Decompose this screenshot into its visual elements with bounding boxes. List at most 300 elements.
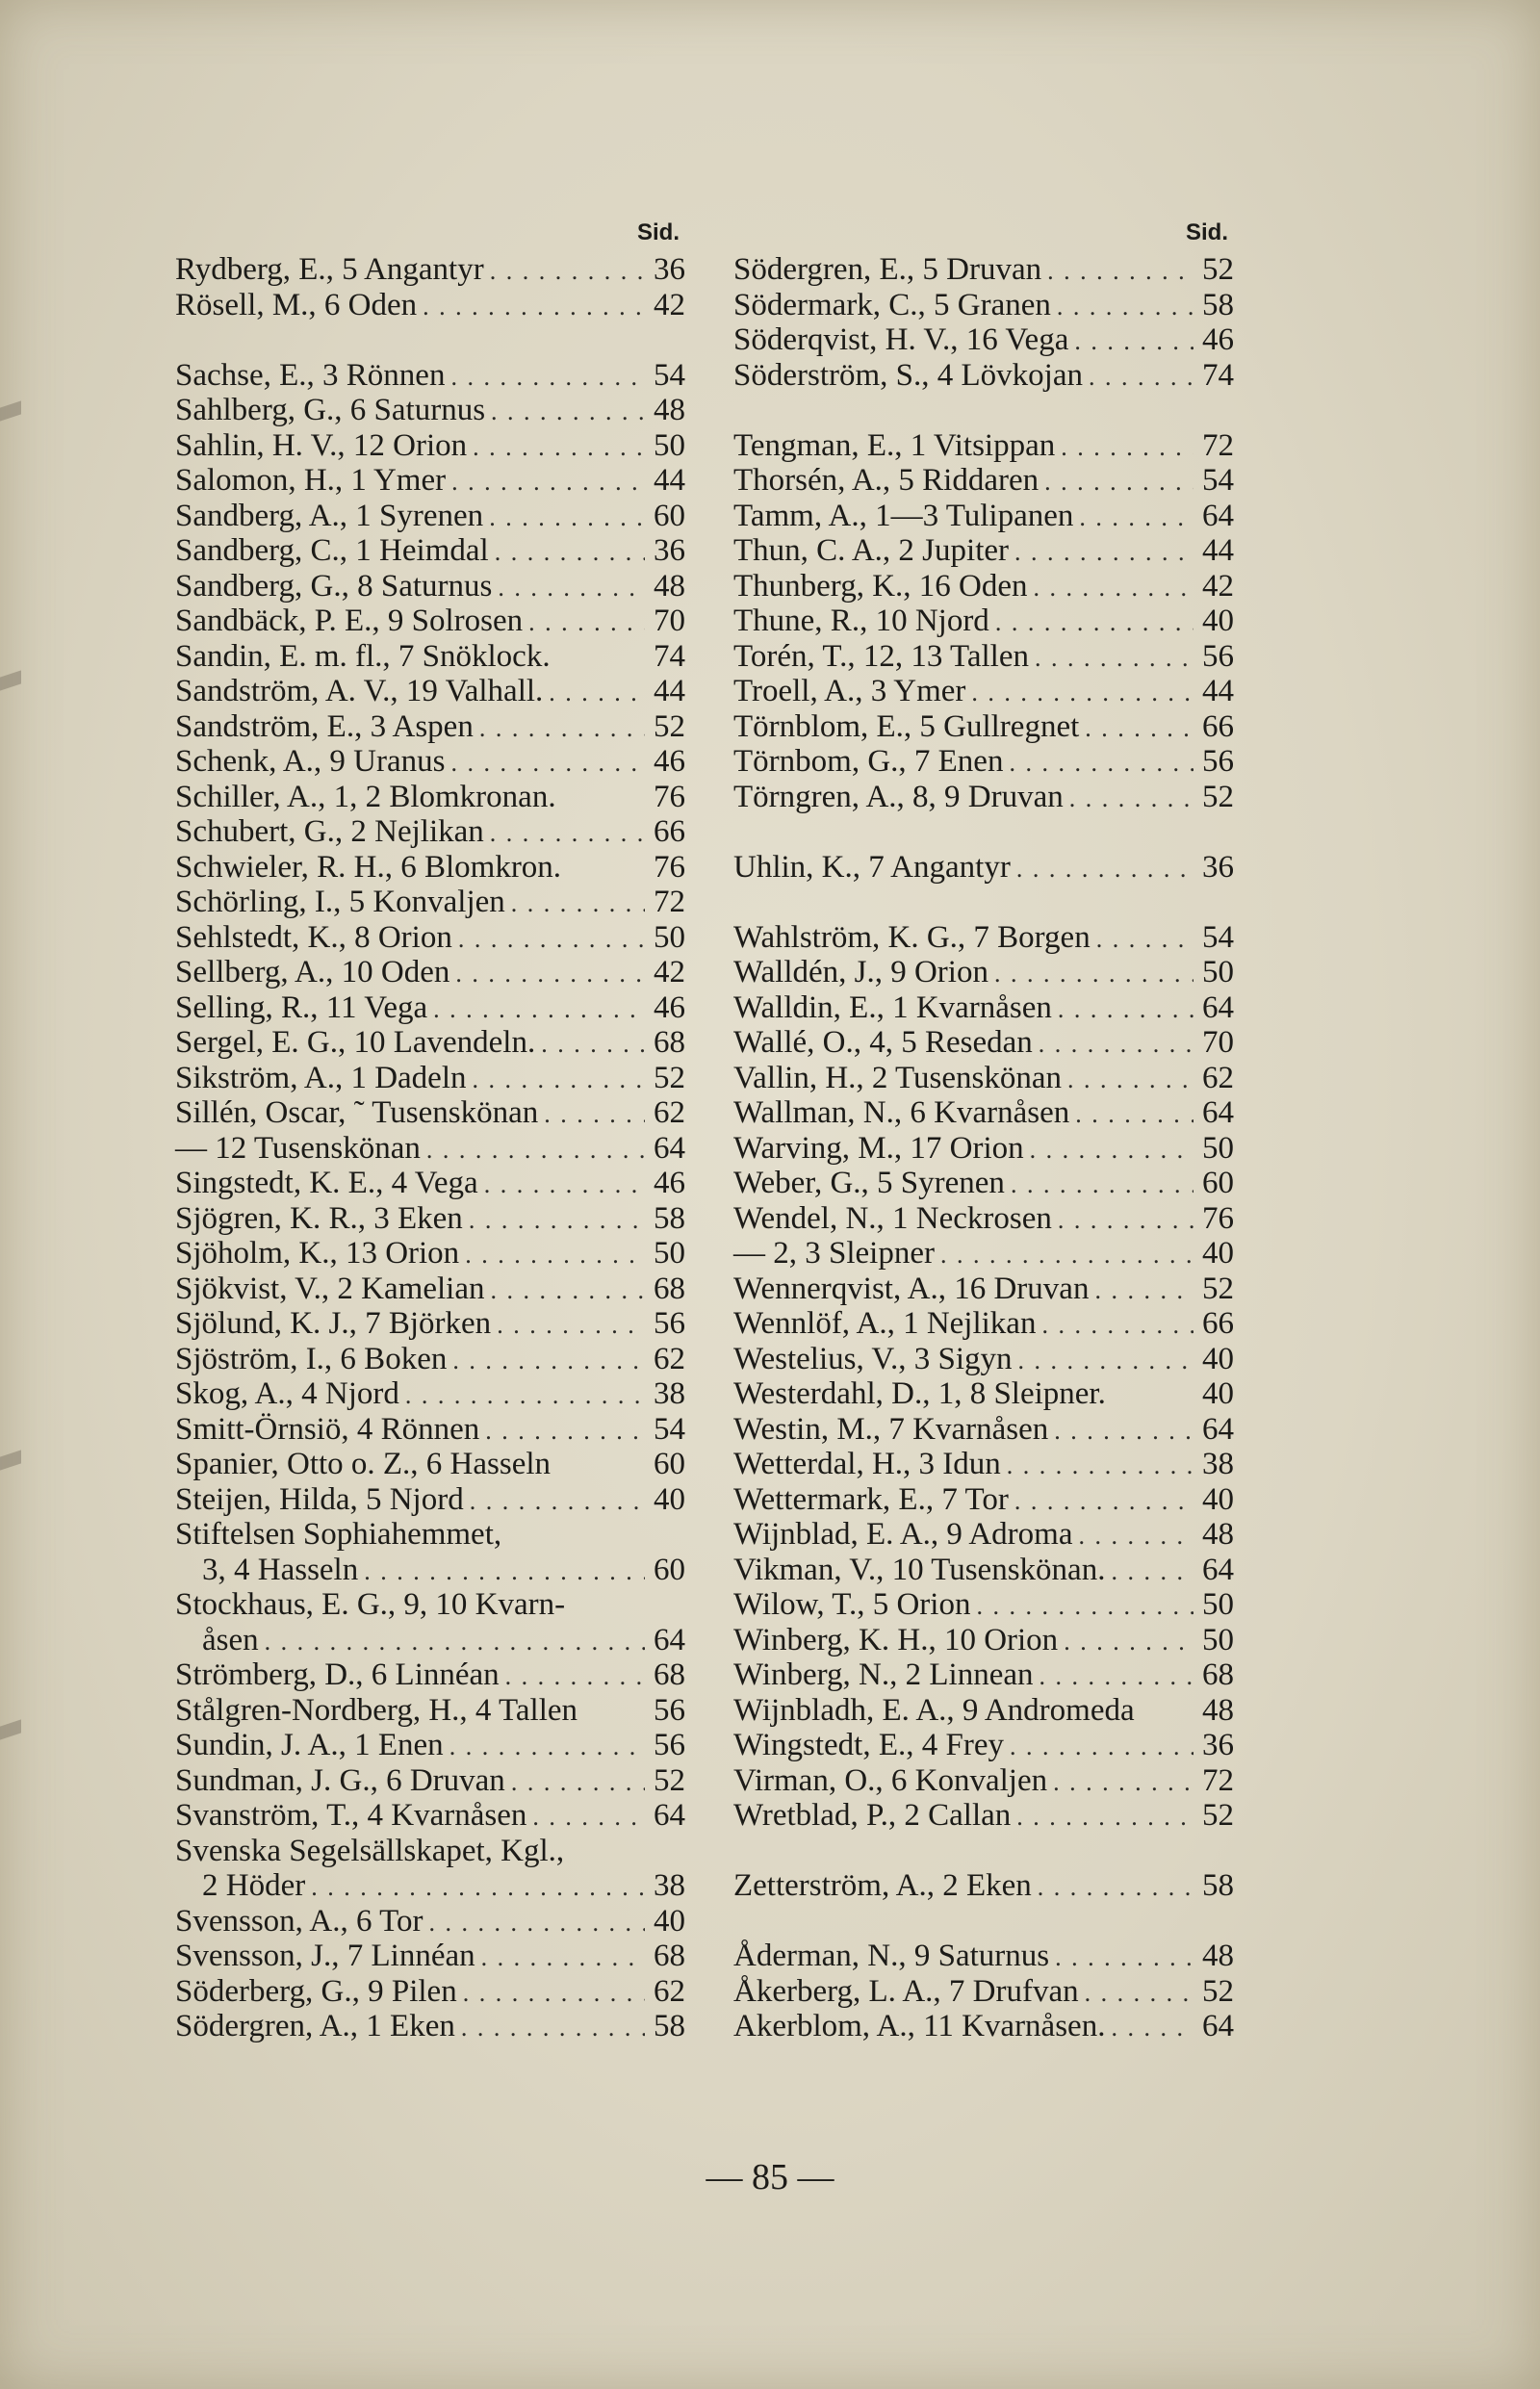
index-entry <box>175 604 685 639</box>
entry-name: Åkerberg, L. A., 7 Drufvan <box>733 1973 1079 2009</box>
leader-dots <box>1038 1870 1194 1906</box>
entry-name: Stockhaus, E. G., 9, 10 Kvarn- <box>175 1587 566 1622</box>
leader-dots <box>450 746 645 782</box>
index-entry <box>175 252 685 288</box>
entry-page: 48 <box>1202 1692 1234 1728</box>
entry-page: 60 <box>654 498 685 533</box>
entry-page: 70 <box>654 604 685 638</box>
leader-dots <box>1018 1344 1194 1379</box>
entry-page: 38 <box>654 1868 685 1903</box>
entry-page: 58 <box>1202 287 1234 322</box>
leader-dots <box>449 1730 645 1765</box>
entry-page: 64 <box>1202 498 1234 533</box>
index-entry <box>175 1095 685 1131</box>
index-entry <box>733 1131 1234 1167</box>
entry-page: 40 <box>654 1481 685 1517</box>
index-spacer <box>733 393 1234 428</box>
index-spacer <box>733 1834 1234 1869</box>
entry-page: 64 <box>654 1130 685 1166</box>
leader-dots <box>1096 922 1194 958</box>
entry-name: — 2, 3 Sleipner <box>733 1236 935 1271</box>
entry-page: 60 <box>654 1447 685 1481</box>
entry-page: 56 <box>654 1692 685 1728</box>
index-entry <box>733 1728 1234 1763</box>
index-entry <box>175 569 685 604</box>
entry-name: Akerblom, A., 11 Kvarnåsen. <box>733 2009 1106 2043</box>
entry-page: 46 <box>654 1166 685 1200</box>
entry-name: Sahlberg, G., 6 Saturnus <box>175 393 486 427</box>
leader-dots <box>423 290 645 325</box>
entry-name: Sjöholm, K., 13 Orion <box>175 1236 460 1271</box>
index-entry <box>733 1447 1234 1482</box>
leader-dots <box>498 571 645 606</box>
entry-page: 76 <box>654 849 685 885</box>
index-entry <box>175 1131 685 1167</box>
leader-dots <box>544 1097 645 1133</box>
page-edge-damage <box>0 1450 21 1470</box>
entry-page: 40 <box>1202 1341 1234 1376</box>
index-spacer <box>733 885 1234 920</box>
leader-dots <box>465 1238 645 1273</box>
entry-name: Stålgren-Nordberg, H., 4 Tallen <box>175 1692 578 1728</box>
leader-dots <box>1034 571 1194 606</box>
index-entry <box>733 1306 1234 1342</box>
leader-dots <box>1094 1273 1194 1309</box>
index-entry <box>175 1939 685 1974</box>
index-entries-left <box>175 252 685 2044</box>
leader-dots <box>311 1870 645 1906</box>
entry-page: 68 <box>654 1939 685 1973</box>
index-entry <box>175 1447 685 1482</box>
leader-dots <box>1079 501 1194 536</box>
leader-dots <box>485 1414 645 1450</box>
index-entry <box>733 1272 1234 1307</box>
index-entry <box>733 1798 1234 1834</box>
entry-page: 68 <box>1202 1657 1234 1692</box>
index-entry <box>175 850 685 886</box>
entry-name: Södergren, A., 1 Eken <box>175 2009 455 2043</box>
entry-page: 38 <box>1202 1447 1234 1481</box>
entry-name: Spanier, Otto o. Z., 6 Hasseln <box>175 1447 552 1481</box>
leader-dots <box>1011 1168 1194 1203</box>
index-entry <box>733 1236 1234 1272</box>
leader-dots <box>265 1625 645 1660</box>
entry-page: 54 <box>654 357 685 393</box>
leader-dots <box>428 1906 645 1941</box>
entry-name: Åderman, N., 9 Saturnus <box>733 1939 1050 1973</box>
index-entry <box>175 1728 685 1763</box>
entry-name: Söderqvist, H. V., 16 Vega <box>733 322 1069 357</box>
index-column-left <box>175 214 685 2044</box>
entry-page: 52 <box>1202 1798 1234 1833</box>
leader-dots <box>1061 430 1194 466</box>
leader-dots <box>549 676 645 711</box>
index-entry <box>733 1939 1234 1974</box>
leader-dots <box>1075 1097 1194 1133</box>
entry-page: 68 <box>654 1657 685 1692</box>
index-entry <box>733 1587 1234 1623</box>
entry-page: 36 <box>654 252 685 287</box>
entry-name: Thorsén, A., 5 Riddaren <box>733 463 1040 498</box>
entry-name: Rösell, M., 6 Oden <box>175 287 418 322</box>
entry-page: 54 <box>1202 463 1234 498</box>
index-entry <box>733 322 1234 358</box>
entry-name: Svensson, A., 6 Tor <box>175 1903 424 1939</box>
entry-page: 62 <box>1202 1060 1234 1095</box>
leader-dots <box>1044 465 1194 501</box>
entry-name: Sjögren, K. R., 3 Eken <box>175 1200 463 1236</box>
index-entry <box>733 639 1234 675</box>
leader-dots <box>491 395 645 430</box>
index-entry <box>175 709 685 745</box>
leader-dots <box>1069 782 1194 817</box>
entry-name: Söderberg, G., 9 Pilen <box>175 1973 457 2009</box>
index-entry <box>733 1061 1234 1096</box>
entry-name: Sundin, J. A., 1 Enen <box>175 1728 444 1762</box>
entry-page: 46 <box>654 744 685 779</box>
index-entry <box>175 885 685 920</box>
entry-page: 40 <box>1202 1481 1234 1517</box>
entry-name: Wretblad, P., 2 Callan <box>733 1798 1012 1833</box>
entry-name: Wallman, N., 6 Kvarnåsen <box>733 1095 1070 1130</box>
entry-page: 40 <box>1202 1236 1234 1271</box>
entry-page: 42 <box>1202 568 1234 604</box>
column-header-sid: Sid. <box>636 219 680 245</box>
leader-dots <box>1030 1133 1194 1169</box>
entry-name: Sergel, E. G., 10 Lavendeln. <box>175 1025 536 1060</box>
entry-name: Sehlstedt, K., 8 Orion <box>175 919 452 955</box>
entry-name: Skog, A., 4 Njord <box>175 1376 399 1411</box>
index-entry <box>733 569 1234 604</box>
index-entry <box>733 463 1234 499</box>
entry-name: Sjökvist, V., 2 Kamelian <box>175 1271 485 1306</box>
entry-name: Westerdahl, D., 1, 8 Sleipner. <box>733 1376 1106 1411</box>
entry-page: 64 <box>1202 1552 1234 1587</box>
index-entry <box>175 1061 685 1096</box>
entry-page: 50 <box>654 1236 685 1271</box>
leader-dots <box>451 465 645 501</box>
index-entry <box>175 744 685 780</box>
entry-name: åsen <box>202 1622 259 1657</box>
leader-dots <box>1057 290 1194 325</box>
leader-dots <box>497 1308 645 1344</box>
index-entry <box>733 1657 1234 1693</box>
entry-name: Vikman, V., 10 Tusenskönan. <box>733 1552 1106 1587</box>
entry-page: 72 <box>654 885 685 919</box>
entry-name: Wilow, T., 5 Orion <box>733 1587 971 1622</box>
index-entry <box>733 1376 1234 1412</box>
index-entry <box>175 1763 685 1799</box>
leader-dots <box>976 1589 1194 1625</box>
entry-page: 50 <box>1202 1587 1234 1622</box>
leader-dots <box>1055 1940 1194 1976</box>
leader-dots <box>1111 2011 1194 2046</box>
entry-name: Söderström, S., 4 Lövkojan <box>733 357 1083 393</box>
index-entry <box>733 780 1234 815</box>
entry-page: 48 <box>654 568 685 604</box>
leader-dots <box>490 1273 645 1309</box>
leader-dots <box>1085 711 1194 747</box>
entry-name: Sjöström, I., 6 Boken <box>175 1341 448 1376</box>
index-entry <box>175 1025 685 1061</box>
entry-page: 50 <box>1202 955 1234 989</box>
entry-page: 62 <box>654 1341 685 1376</box>
entry-page: 50 <box>654 427 685 463</box>
entry-name: Wijnbladh, E. A., 9 Andromeda <box>733 1692 1135 1728</box>
entry-name: Strömberg, D., 6 Linnéan <box>175 1657 500 1692</box>
entry-name: Sandström, E., 3 Aspen <box>175 708 474 744</box>
leader-dots <box>1058 1203 1194 1239</box>
index-entry <box>175 1553 685 1588</box>
entry-name: Wettermark, E., 7 Tor <box>733 1481 1009 1517</box>
index-column-right <box>733 214 1234 2044</box>
index-entry <box>733 1693 1234 1729</box>
entry-name: Wingstedt, E., 4 Frey <box>733 1728 1004 1762</box>
entry-name: Sikström, A., 1 Dadeln <box>175 1060 467 1095</box>
index-entry <box>733 1095 1234 1131</box>
index-entry <box>175 2009 685 2044</box>
index-entry <box>175 1236 685 1272</box>
entry-page: 68 <box>654 1025 685 1060</box>
entry-page: 52 <box>1202 1271 1234 1306</box>
leader-dots <box>1039 1027 1194 1063</box>
entry-page: 66 <box>654 814 685 849</box>
entry-name: Sandbäck, P. E., 9 Solrosen <box>175 604 524 638</box>
index-entry <box>175 1974 685 2010</box>
leader-dots <box>490 816 645 852</box>
entry-name: Walldén, J., 9 Orion <box>733 955 988 989</box>
entry-page: 60 <box>1202 1166 1234 1200</box>
entry-page: 56 <box>654 1728 685 1762</box>
index-entry <box>175 920 685 956</box>
entry-name: Wennerqvist, A., 16 Druvan <box>733 1271 1090 1306</box>
entry-page: 62 <box>654 1095 685 1130</box>
entry-name: Wijnblad, E. A., 9 Adroma <box>733 1517 1073 1552</box>
index-entry <box>175 1272 685 1307</box>
entry-name: Sundman, J. G., 6 Druvan <box>175 1762 505 1798</box>
leader-dots <box>1009 746 1194 782</box>
leader-dots <box>1058 992 1194 1028</box>
index-entry <box>733 920 1234 956</box>
leader-dots <box>479 711 645 747</box>
entry-page: 58 <box>1202 1868 1234 1903</box>
entry-name: Wendel, N., 1 Neckrosen <box>733 1200 1052 1236</box>
leader-dots <box>1014 535 1194 571</box>
index-entry <box>733 1517 1234 1553</box>
entry-page: 74 <box>654 638 685 674</box>
index-entry <box>733 252 1234 288</box>
leader-dots <box>1035 641 1194 677</box>
leader-dots <box>469 1203 645 1239</box>
entry-page: 36 <box>654 533 685 568</box>
entry-name: Sandberg, A., 1 Syrenen <box>175 498 484 533</box>
leader-dots <box>528 605 645 641</box>
entry-page: 46 <box>1202 322 1234 357</box>
entry-name: Sandin, E. m. fl., 7 Snöklock. <box>175 638 551 674</box>
entry-page: 64 <box>1202 1095 1234 1130</box>
index-entry <box>175 1166 685 1201</box>
entry-page: 42 <box>654 287 685 322</box>
entry-name: Wennlöf, A., 1 Nejlikan <box>733 1306 1037 1341</box>
entry-page: 68 <box>654 1271 685 1306</box>
index-entry <box>733 604 1234 639</box>
leader-dots <box>1010 1730 1194 1765</box>
index-entry <box>175 1306 685 1342</box>
entry-name: Stiftelsen Sophiahemmet, <box>175 1517 502 1552</box>
entry-name: Torén, T., 12, 13 Tallen <box>733 638 1029 674</box>
index-entry <box>733 1342 1234 1377</box>
index-entry <box>733 1201 1234 1237</box>
entry-name: Virman, O., 6 Konvaljen <box>733 1762 1048 1798</box>
index-entry <box>733 955 1234 990</box>
entry-name: Wahlström, K. G., 7 Borgen <box>733 919 1091 955</box>
page-edge-damage <box>0 400 21 421</box>
leader-dots <box>452 1344 645 1379</box>
entry-name: Wallé, O., 4, 5 Resedan <box>733 1025 1033 1060</box>
entry-page: 52 <box>1202 252 1234 287</box>
entry-page: 52 <box>1202 1973 1234 2009</box>
entry-page: 66 <box>1202 1306 1234 1341</box>
leader-dots <box>1047 254 1194 290</box>
entry-name: 3, 4 Hasseln <box>202 1552 359 1587</box>
entry-page: 52 <box>654 1762 685 1798</box>
entry-name: Rydberg, E., 5 Angantyr <box>175 252 484 287</box>
index-entry <box>733 358 1234 394</box>
index-entry <box>733 428 1234 464</box>
leader-dots <box>489 501 645 536</box>
entry-page: 58 <box>654 1200 685 1236</box>
leader-dots <box>1016 1800 1194 1836</box>
index-entry <box>733 1868 1234 1904</box>
entry-page: 50 <box>1202 1130 1234 1166</box>
entry-page: 74 <box>1202 357 1234 393</box>
index-entry <box>733 1763 1234 1799</box>
entry-name: Schiller, A., 1, 2 Blomkronan. <box>175 779 556 814</box>
index-entry <box>175 463 685 499</box>
leader-dots <box>405 1378 645 1414</box>
entry-name: Weber, G., 5 Syrenen <box>733 1166 1005 1200</box>
leader-dots <box>473 1063 646 1098</box>
index-entry <box>175 1657 685 1693</box>
index-entry <box>175 955 685 990</box>
entry-page: 64 <box>1202 1411 1234 1447</box>
entry-name: Schörling, I., 5 Konvaljen <box>175 885 505 919</box>
entry-page: 54 <box>1202 919 1234 955</box>
entry-name: Uhlin, K., 7 Angantyr <box>733 849 1011 885</box>
entry-page: 64 <box>1202 989 1234 1025</box>
entry-name: Smitt-Örnsiö, 4 Rönnen <box>175 1411 480 1447</box>
entry-page: 52 <box>654 708 685 744</box>
entry-name: Schenk, A., 9 Uranus <box>175 744 446 779</box>
entry-page: 72 <box>1202 1762 1234 1798</box>
leader-dots <box>426 1133 645 1169</box>
leader-dots <box>1040 1659 1194 1695</box>
index-entry <box>733 674 1234 709</box>
entry-page: 56 <box>1202 638 1234 674</box>
index-entry <box>175 674 685 709</box>
leader-dots <box>505 1659 645 1695</box>
entry-page: 44 <box>1202 533 1234 568</box>
entry-name: Singstedt, K. E., 4 Vega <box>175 1166 478 1200</box>
leader-dots <box>511 1765 645 1801</box>
leader-dots <box>1067 1063 1194 1098</box>
entry-name: Sillén, Oscar, ˜ Tusenskönan <box>175 1095 539 1130</box>
entry-page: 46 <box>654 989 685 1025</box>
entry-name: Tamm, A., 1—3 Tulipanen <box>733 498 1074 533</box>
column-header-sid: Sid. <box>1185 219 1228 245</box>
leader-dots <box>1053 1765 1194 1801</box>
index-spacer <box>733 1904 1234 1939</box>
index-entry <box>175 1342 685 1377</box>
index-entry <box>733 709 1234 745</box>
index-entry <box>733 850 1234 886</box>
entry-page: 38 <box>654 1376 685 1411</box>
entry-name: Tengman, E., 1 Vitsippan <box>733 427 1056 463</box>
entry-page: 50 <box>654 919 685 955</box>
entry-name: Sellberg, A., 10 Oden <box>175 955 450 989</box>
leader-dots <box>495 535 645 571</box>
leader-dots <box>481 1940 645 1976</box>
index-entry <box>733 499 1234 534</box>
index-entry <box>175 1904 685 1939</box>
index-entry <box>733 1166 1234 1201</box>
entry-name: Thun, C. A., 2 Jupiter <box>733 533 1009 568</box>
leader-dots <box>484 1168 645 1203</box>
leader-dots <box>473 430 645 466</box>
index-spacer <box>175 322 685 358</box>
index-entry <box>175 1623 685 1658</box>
index-entry <box>175 1517 685 1553</box>
leader-dots <box>470 1484 645 1520</box>
entry-name: Södermark, C., 5 Granen <box>733 287 1051 322</box>
leader-dots <box>1054 1414 1194 1450</box>
leader-dots <box>1089 360 1194 396</box>
entry-name: Thune, R., 10 Njord <box>733 604 989 638</box>
entry-name: Södergren, E., 5 Druvan <box>733 252 1042 287</box>
leader-dots <box>1007 1449 1194 1484</box>
leader-dots <box>1041 1308 1194 1344</box>
entry-name: — 12 Tusenskönan <box>175 1130 421 1166</box>
entry-page: 44 <box>654 674 685 708</box>
index-entry <box>733 1412 1234 1448</box>
leader-dots <box>995 605 1194 641</box>
entry-page: 76 <box>1202 1200 1234 1236</box>
entry-name: Zetterström, A., 2 Eken <box>733 1868 1032 1903</box>
entry-page: 40 <box>654 1903 685 1939</box>
index-entry <box>175 393 685 428</box>
index-entry <box>733 1553 1234 1588</box>
entry-name: Törnblom, E., 5 Gullregnet <box>733 708 1080 744</box>
entry-name: Westelius, V., 3 Sigyn <box>733 1341 1013 1376</box>
index-entry <box>733 1025 1234 1061</box>
entry-name: Schubert, G., 2 Nejlikan <box>175 814 484 849</box>
entry-page: 54 <box>654 1411 685 1447</box>
entry-page: 52 <box>654 1060 685 1095</box>
entry-page: 64 <box>654 1798 685 1833</box>
entry-name: Steijen, Hilda, 5 Njord <box>175 1481 464 1517</box>
entry-name: Schwieler, R. H., 6 Blomkron. <box>175 849 562 885</box>
leader-dots <box>1074 324 1194 360</box>
entry-page: 64 <box>654 1622 685 1657</box>
index-entry <box>733 990 1234 1026</box>
entry-name: Törngren, A., 8, 9 Druvan <box>733 779 1064 814</box>
leader-dots <box>994 957 1194 992</box>
leader-dots <box>433 992 645 1028</box>
entry-page: 40 <box>1202 1376 1234 1411</box>
index-entry <box>175 358 685 394</box>
index-entry <box>175 1412 685 1448</box>
entry-page: 72 <box>1202 427 1234 463</box>
